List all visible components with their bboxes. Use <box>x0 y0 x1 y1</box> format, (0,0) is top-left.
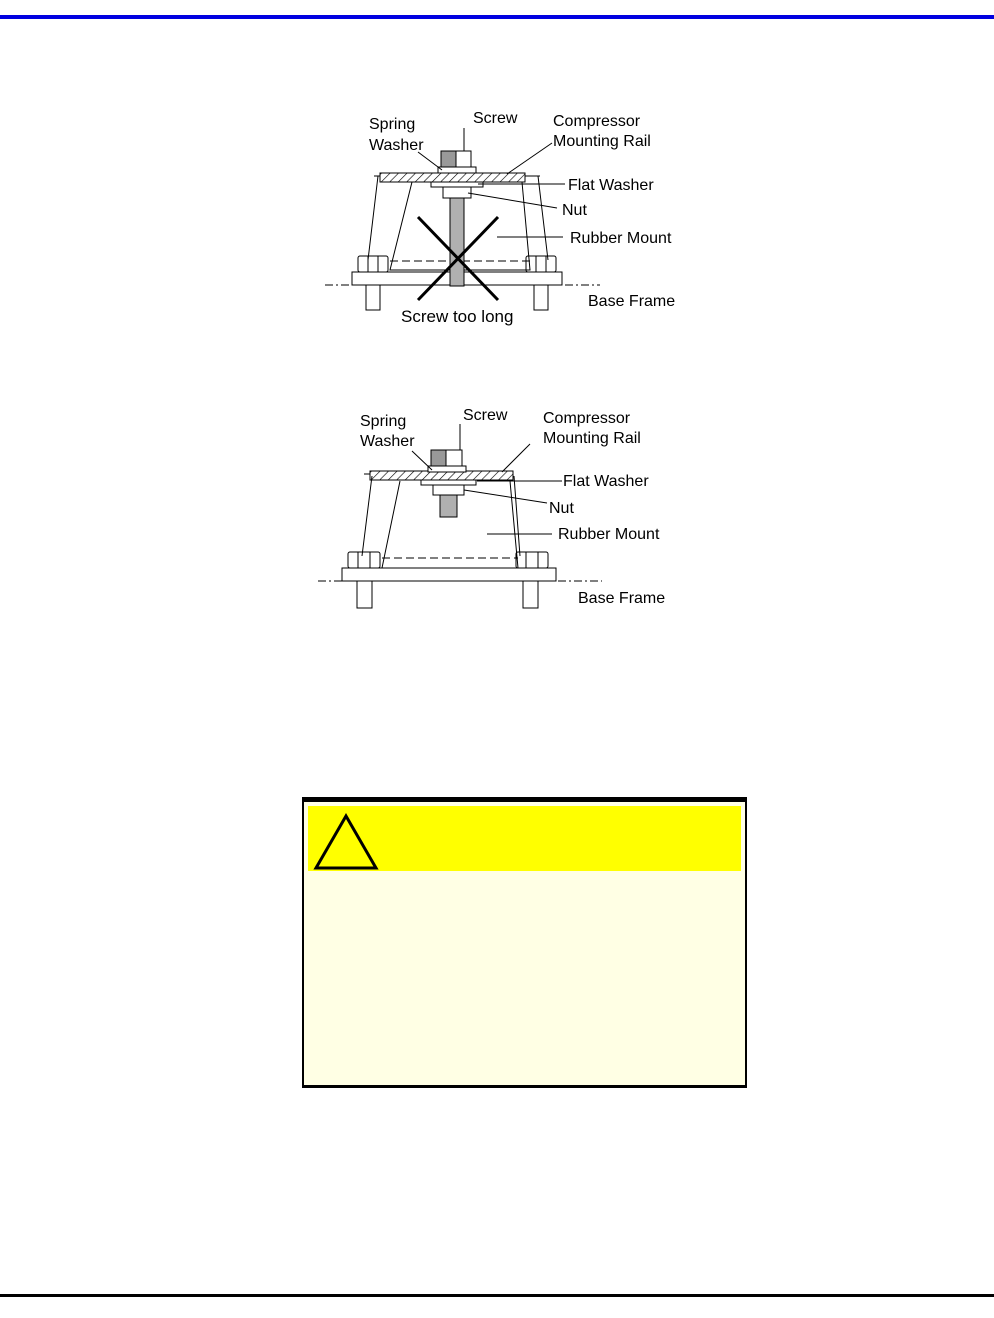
label-mounting-rail: Mounting Rail <box>543 430 641 447</box>
label-screw: Screw <box>473 110 518 127</box>
label-compressor: Compressor <box>543 410 631 427</box>
label-nut: Nut <box>562 202 587 219</box>
mount-assembly <box>325 128 600 310</box>
diagram-correct-mounting <box>300 398 700 613</box>
label-compressor: Compressor <box>553 113 641 130</box>
label-rubber-mount: Rubber Mount <box>558 526 660 543</box>
label-nut: Nut <box>549 500 574 517</box>
label-flat-washer: Flat Washer <box>563 473 649 490</box>
label-spring-washer-line1: Spring <box>360 413 407 430</box>
label-flat-washer: Flat Washer <box>568 177 654 194</box>
footer-rule <box>0 1294 994 1297</box>
warning-triangle-icon <box>312 812 380 870</box>
label-screw: Screw <box>463 407 508 424</box>
label-screw-too-long: Screw too long <box>401 307 514 326</box>
label-spring-washer-line1: Spring <box>369 116 416 133</box>
diagram-screw-too-long <box>310 100 710 335</box>
label-spring-washer-line2: Washer <box>369 137 424 154</box>
caution-box <box>302 797 747 1088</box>
label-mounting-rail: Mounting Rail <box>553 133 651 150</box>
label-spring-washer-line2: Washer <box>360 433 415 450</box>
label-base-frame: Base Frame <box>588 293 676 310</box>
header-rule <box>0 15 994 19</box>
caution-header <box>308 806 741 871</box>
label-base-frame: Base Frame <box>578 590 666 607</box>
label-rubber-mount: Rubber Mount <box>570 230 672 247</box>
